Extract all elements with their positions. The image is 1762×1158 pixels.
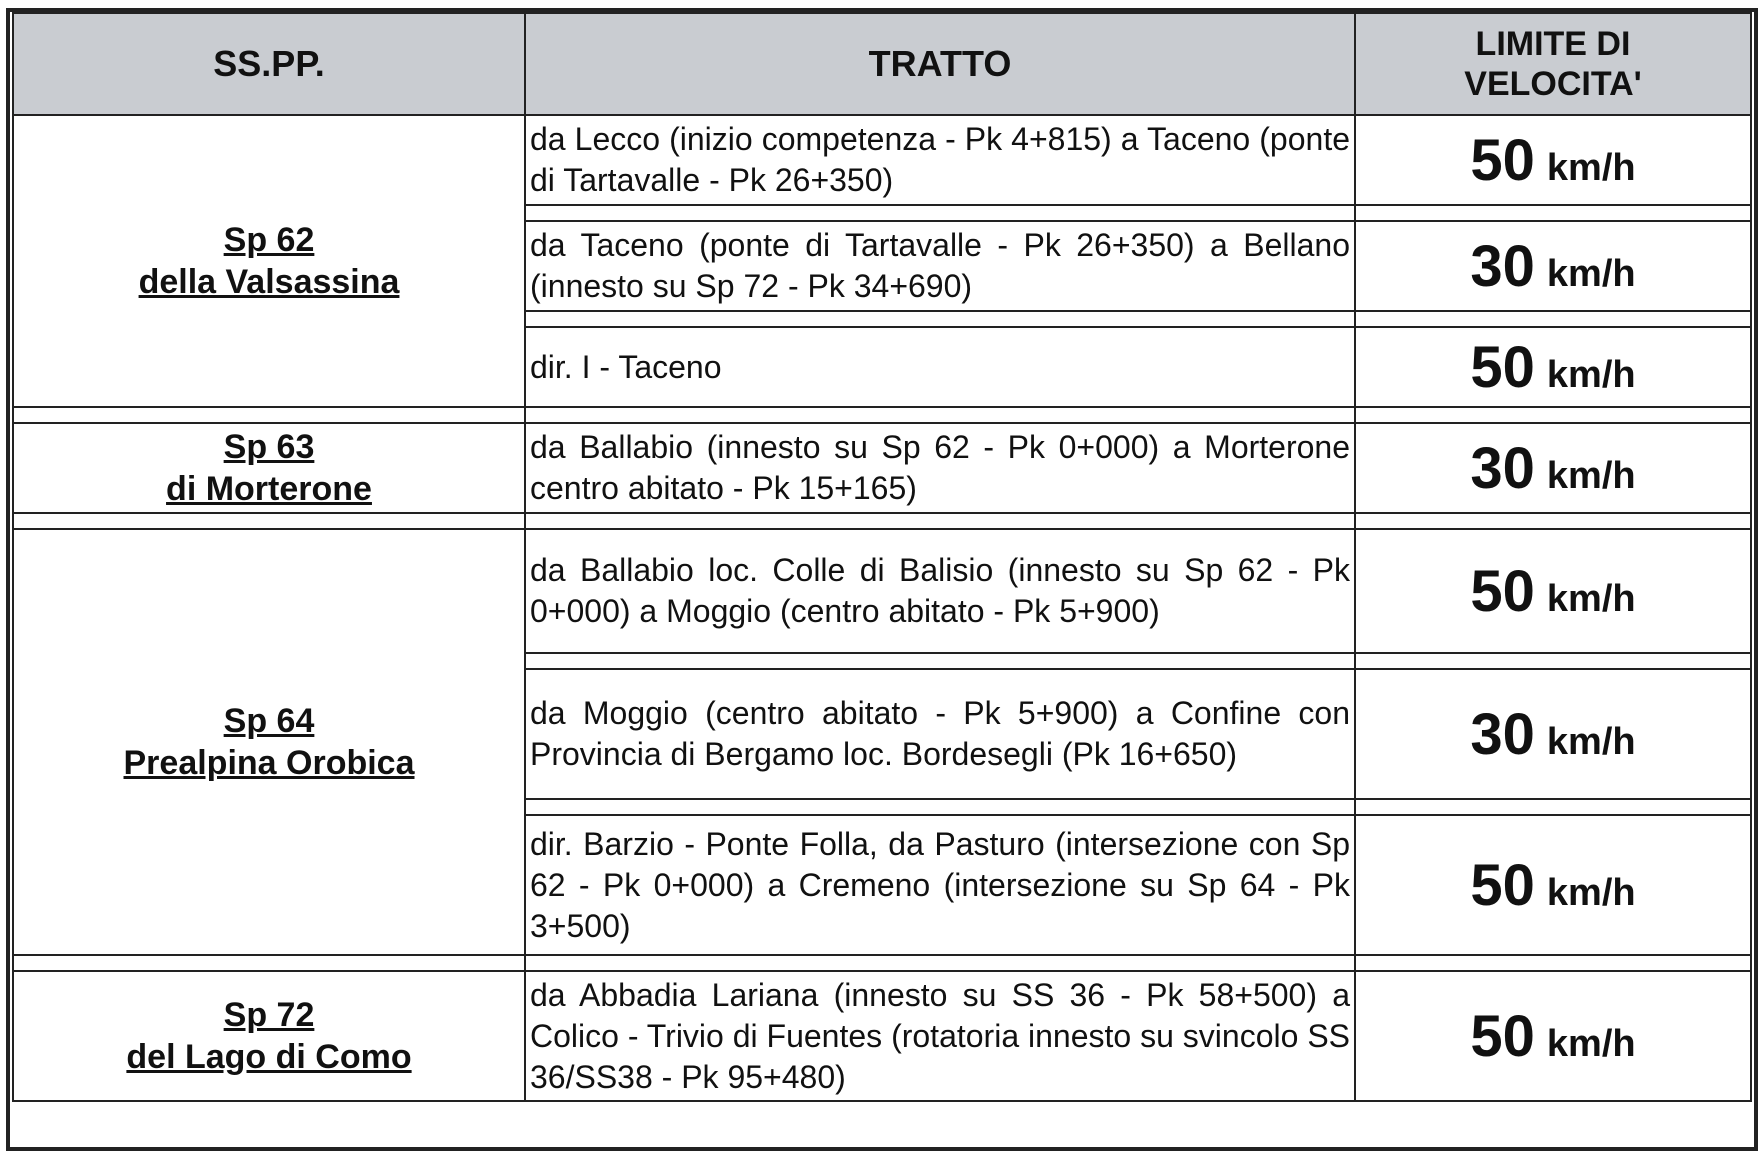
table-row — [13, 423, 1751, 513]
group-separator — [13, 955, 1751, 971]
header-row — [13, 13, 1751, 115]
speed-value: 30 — [1470, 435, 1535, 501]
header-tratto: TRATTO — [525, 13, 1355, 115]
road-cell-sp64 — [13, 529, 525, 955]
table-row — [13, 971, 1751, 1101]
tratto-cell: da Moggio (centro abitato - Pk 5+900) a Confine con Provincia di Bergamo loc. Bordesegli (Pk 16+650) — [525, 669, 1355, 799]
road-code: Sp 72 — [223, 996, 315, 1034]
road-code: Sp 62 — [223, 221, 315, 259]
road-code: Sp 63 — [223, 428, 315, 466]
header-limit — [1355, 13, 1751, 115]
speed-cell — [1355, 327, 1751, 407]
road-name: della Valsassina — [138, 263, 400, 301]
speed-cell — [1355, 971, 1751, 1101]
table-row — [13, 529, 1751, 653]
speed-value: 50 — [1470, 127, 1535, 193]
road-cell-sp72 — [13, 971, 525, 1101]
road-cell-sp62 — [13, 115, 525, 407]
road-name: del Lago di Como — [126, 1038, 412, 1076]
speed-cell — [1355, 815, 1751, 955]
speed-value: 50 — [1470, 1003, 1535, 1069]
speed-value: 30 — [1470, 233, 1535, 299]
speed-unit: km/h — [1546, 353, 1636, 396]
speed-unit: km/h — [1546, 577, 1636, 620]
tratto-cell: dir. Barzio - Ponte Folla, da Pasturo (intersezione con Sp 62 - Pk 0+000) a Cremeno (intersezione su Sp 64 - Pk 3+500) — [525, 815, 1355, 955]
road-name: Prealpina Orobica — [123, 744, 415, 782]
speed-cell — [1355, 115, 1751, 205]
header-limit-line2: VELOCITA' — [1464, 65, 1642, 103]
speed-unit: km/h — [1546, 252, 1636, 295]
speed-cell — [1355, 423, 1751, 513]
tratto-cell: da Abbadia Lariana (innesto su SS 36 - Pk 58+500) a Colico - Trivio di Fuentes (rotatoria innesto su svincolo SS 36/SS38 - Pk 95+480) — [525, 971, 1355, 1101]
group-separator — [13, 407, 1751, 423]
road-name: di Morterone — [166, 470, 372, 508]
tratto-cell: da Lecco (inizio competenza - Pk 4+815) a Taceno (ponte di Tartavalle - Pk 26+350) — [525, 115, 1355, 205]
header-limit-line1: LIMITE DI — [1475, 25, 1631, 63]
speed-value: 50 — [1470, 334, 1535, 400]
tratto-cell: da Taceno (ponte di Tartavalle - Pk 26+350) a Bellano (innesto su Sp 72 - Pk 34+690) — [525, 221, 1355, 311]
speed-cell — [1355, 669, 1751, 799]
table-row — [13, 115, 1751, 205]
speed-unit: km/h — [1546, 454, 1636, 497]
speed-unit: km/h — [1546, 720, 1636, 763]
speed-value: 50 — [1470, 558, 1535, 624]
speed-cell — [1355, 221, 1751, 311]
group-separator — [13, 513, 1751, 529]
speed-unit: km/h — [1546, 871, 1636, 914]
speed-value: 50 — [1470, 852, 1535, 918]
tratto-cell: da Ballabio loc. Colle di Balisio (innesto su Sp 62 - Pk 0+000) a Moggio (centro abitato - Pk 5+900) — [525, 529, 1355, 653]
tratto-cell: da Ballabio (innesto su Sp 62 - Pk 0+000) a Morterone centro abitato - Pk 15+165) — [525, 423, 1355, 513]
speed-unit: km/h — [1546, 146, 1636, 189]
road-cell-sp63 — [13, 423, 525, 513]
speed-unit: km/h — [1546, 1022, 1636, 1065]
speed-limit-table — [12, 12, 1752, 1102]
tratto-cell: dir. I - Taceno — [525, 327, 1355, 407]
header-road: SS.PP. — [13, 13, 525, 115]
speed-value: 30 — [1470, 701, 1535, 767]
road-code: Sp 64 — [223, 702, 315, 740]
speed-cell — [1355, 529, 1751, 653]
